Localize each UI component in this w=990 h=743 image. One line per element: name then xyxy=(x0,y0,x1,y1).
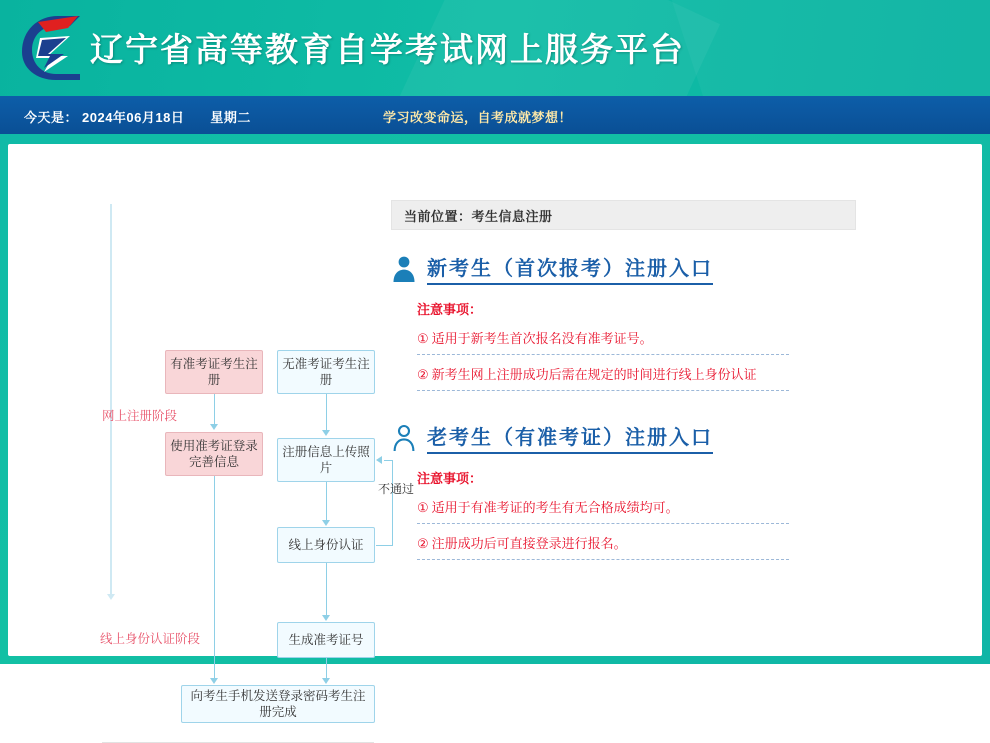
entry-old-candidate-title: 老考生（有准考证）注册入口 xyxy=(427,421,713,454)
note-text: 新考生网上注册成功后需在规定的时间进行线上身份认证 xyxy=(431,367,757,382)
flow-line-right-4 xyxy=(326,658,327,678)
note-item xyxy=(417,364,789,391)
entry-old-candidate-header[interactable] xyxy=(391,421,861,454)
note-number: ② xyxy=(417,536,429,551)
flow-line-right-2 xyxy=(326,482,327,520)
flow-rail-left xyxy=(110,204,112,594)
note-item xyxy=(417,328,789,355)
note-text: 适用于有准考证的考生有无合格成绩均可。 xyxy=(431,500,679,515)
flow-box-old-candidate-register: 有准考证考生注册 xyxy=(165,350,263,394)
main-card xyxy=(8,144,982,719)
flow-box-generate-exam-number: 生成准考证号 xyxy=(277,622,375,658)
flow-arrow-left-1-icon xyxy=(210,424,218,430)
note-title: 注意事项： xyxy=(417,471,483,486)
flow-box-identity-verify: 线上身份认证 xyxy=(277,527,375,563)
entry-new-candidate-title: 新考生（首次报考）注册入口 xyxy=(427,252,713,285)
entry-old-candidate-notes xyxy=(391,468,861,560)
note-item xyxy=(417,533,789,560)
note-text: 注册成功后可直接登录进行报名。 xyxy=(431,536,627,551)
entry-new-candidate-header[interactable] xyxy=(391,252,861,285)
note-title: 注意事项： xyxy=(417,302,483,317)
flow-box-registration-complete: 向考生手机发送登录密码考生注册完成 xyxy=(181,685,375,723)
platform-logo-icon xyxy=(18,12,84,82)
slogan: 学习改变命运，自考成就梦想！ xyxy=(383,110,573,125)
flow-line-left-2 xyxy=(214,476,215,678)
flow-rail-left-arrow-icon xyxy=(107,594,115,600)
flow-arrow-right-3-icon xyxy=(322,615,330,621)
info-bar xyxy=(0,96,990,134)
breadcrumb: 当前位置：考生信息注册 xyxy=(391,200,856,230)
entry-new-candidate-notes xyxy=(391,299,861,391)
registration-flow-diagram xyxy=(88,184,415,719)
flow-line-right-3 xyxy=(326,563,327,615)
right-panel xyxy=(391,200,861,560)
old-candidate-icon xyxy=(391,424,417,452)
note-number: ① xyxy=(417,500,429,515)
flow-box-login-complete-info: 使用准考证登录完善信息 xyxy=(165,432,263,476)
flow-arrow-reject-icon xyxy=(376,456,382,464)
flow-arrow-right-1-icon xyxy=(322,430,330,436)
today-label: 今天是： xyxy=(24,110,79,125)
flow-arrow-right-4-icon xyxy=(322,678,330,684)
site-title: 辽宁省高等教育自学考试网上服务平台 xyxy=(90,30,685,69)
today-weekday: 星期二 xyxy=(210,110,251,125)
flow-label-reject: 不通过 xyxy=(378,482,415,496)
flow-line-left-1 xyxy=(214,394,215,424)
flow-arrow-left-2-icon xyxy=(210,678,218,684)
date-display xyxy=(24,107,251,126)
flow-line-right-1 xyxy=(326,394,327,430)
entry-new-candidate xyxy=(391,252,861,391)
new-candidate-icon xyxy=(391,255,417,283)
stage-label-identity-verify: 线上身份认证阶段 xyxy=(100,632,201,646)
flow-box-new-candidate-register: 无准考证考生注册 xyxy=(277,350,375,394)
note-item xyxy=(417,497,789,524)
stage-label-online-register: 网上注册阶段 xyxy=(102,409,178,423)
flow-arrow-right-2-icon xyxy=(322,520,330,526)
note-number: ② xyxy=(417,367,429,382)
site-header xyxy=(0,0,990,96)
note-text: 适用于新考生首次报名没有准考证号。 xyxy=(431,331,653,346)
today-date: 2024年06月18日 xyxy=(82,110,185,125)
entry-old-candidate xyxy=(391,421,861,560)
flow-box-upload-photo: 注册信息上传照片 xyxy=(277,438,375,482)
note-number: ① xyxy=(417,331,429,346)
